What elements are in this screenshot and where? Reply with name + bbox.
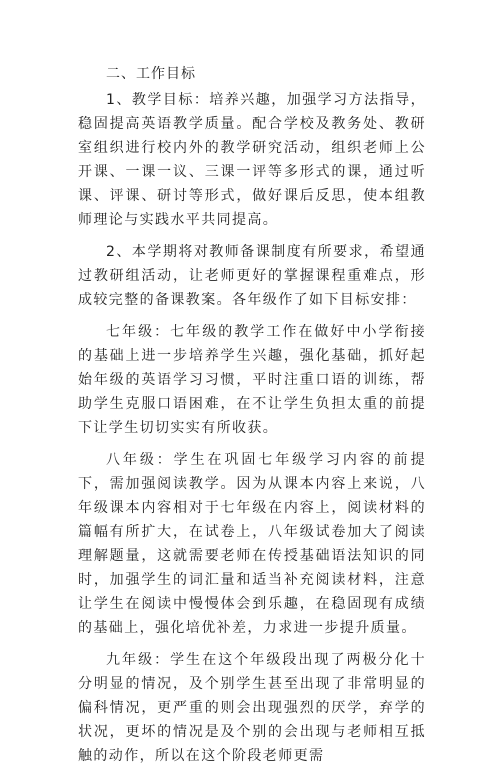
paragraph-teaching-goal: 1、教学目标：培养兴趣，加强学习方法指导，稳固提高英语教学质量。配合学校及教务处、教研室组织进行校内外的教学研究活动，组织老师上公开课、一课一议、三课一评等多形式的课，通过听课、评课、研讨等形式，做好课后反思，使本组教师理论与实践水平共同提高。 [78,92,426,228]
section-heading: 二、工作目标 [106,66,196,82]
paragraph-grade-seven: 七年级：七年级的教学工作在做好中小学衔接的基础上进一步培养学生兴趣，强化基础，抓好起始年级的英语学习习惯，平时注重口语的训练，帮助学生克服口语困难，在不让学生负担太重的前提下让学生切切实实有所收获。 [78,324,426,436]
paragraph-grade-eight: 八年级：学生在巩固七年级学习内容的前提下，需加强阅读教学。因为从课本内容上来说，八年级课本内容相对于七年级在内容上，阅读材料的篇幅有所扩大，在试卷上，八年级试卷加大了阅读理解题量，这就需要老师在传授基础语法知识的同时，加强学生的词汇量和适当补充阅读材料，注意让学生在阅读中慢慢体会到乐趣，在稳固现有成绩的基础上，强化培优补差，力求进一步提升质量。 [78,452,426,636]
paragraph-lesson-plan-requirement: 2、本学期将对教师备课制度有所要求，希望通过教研组活动，让老师更好的掌握课程重难点，形成较完整的备课教案。各年级作了如下目标安排： [78,244,426,308]
document-body [78,62,426,776]
paragraph-grade-nine: 九年级：学生在这个年级段出现了两极分化十分明显的情况，及个别学生甚至出现了非常明显的偏科情况，更严重的则会出现强烈的厌学，弃学的状况，更坏的情况是及个别的会出现与老师相互抵触的动作，所以在这个阶段老师更需 [78,652,426,764]
